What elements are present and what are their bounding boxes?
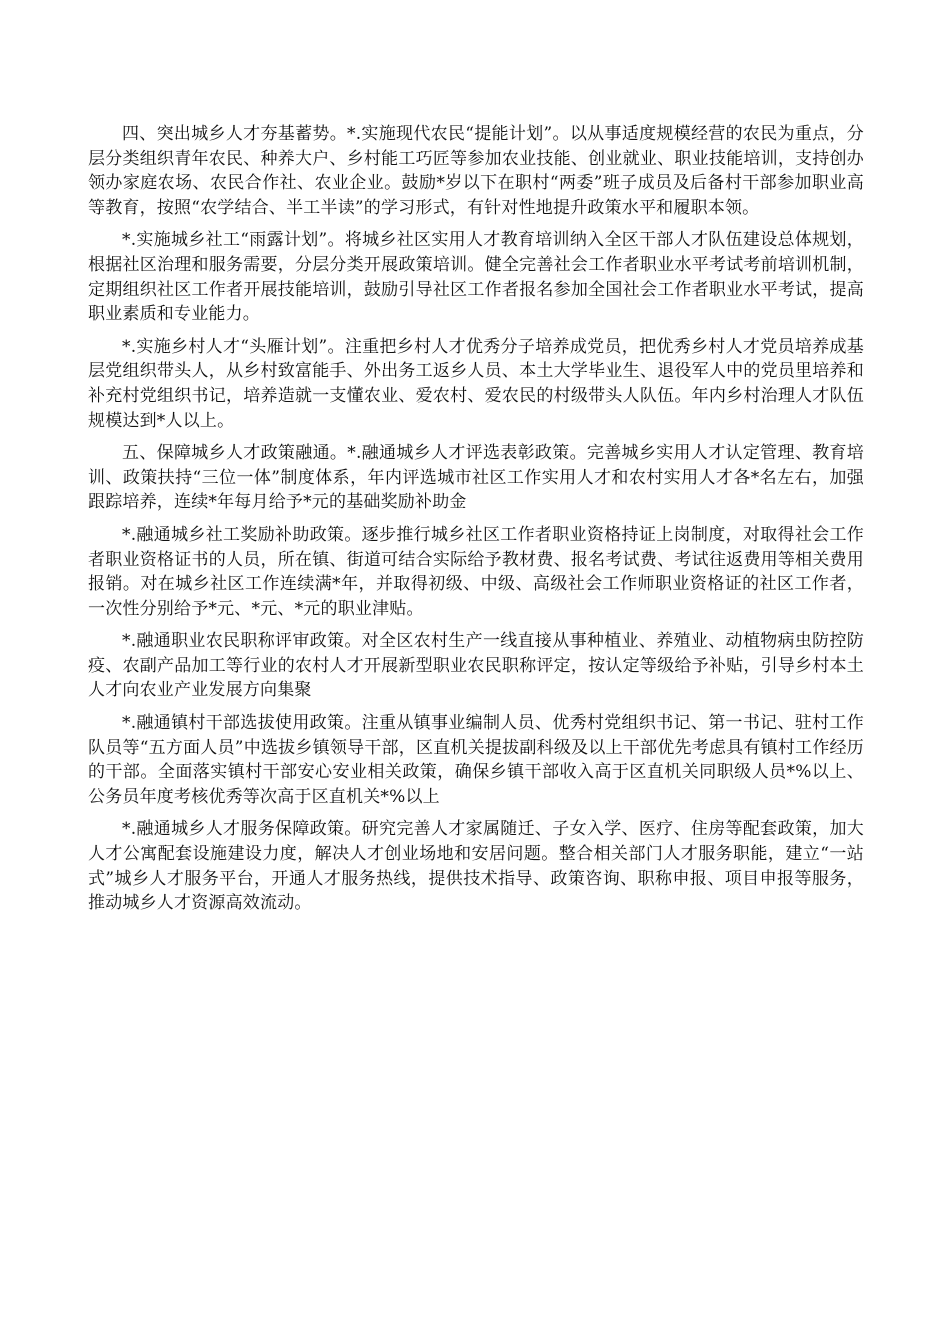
- paragraph-social-worker-subsidy: *.融通城乡社工奖励补助政策。逐步推行城乡社区工作者职业资格持证上岗制度，对取得社会工作者职业资格证书的人员，所在镇、街道可结合实际给予教材费、报名考试费、考试往返费用等相关费用报销。对在城乡社区工作连续满*年，并取得初级、中级、高级社会工作师职业资格证的社区工作者，一次性分别给予*元、*元、*元的职业津贴。: [88, 524, 864, 619]
- paragraph-farmer-title-review: *.融通职业农民职称评审政策。对全区农村生产一线直接从事种植业、养殖业、动植物病虫防控防疫、农副产品加工等行业的农村人才开展新型职业农民职称评定，按认定等级给予补贴，引导乡村本土人才向农业产业发展方向集聚: [88, 631, 864, 701]
- paragraph-policy-integration: 五、保障城乡人才政策融通。*.融通城乡人才评选表彰政策。完善城乡实用人才认定管理、教育培训、政策扶持“三位一体”制度体系，年内评选城市社区工作实用人才和农村实用人才各*名左右，加强跟踪培养，连续*年每月给予*元的基础奖励补助金: [88, 443, 864, 513]
- paragraph-social-worker-plan: *.实施城乡社工“雨露计划”。将城乡社区实用人才教育培训纳入全区干部人才队伍建设总体规划，根据社区治理和服务需要，分层分类开展政策培训。健全完善社会工作者职业水平考试考前培训机制，定期组织社区工作者开展技能培训，鼓励引导社区工作者报名参加全国社会工作者职业水平考试，提高职业素质和专业能力。: [88, 230, 864, 325]
- paragraph-cadre-selection: *.融通镇村干部选拔使用政策。注重从镇事业编制人员、优秀村党组织书记、第一书记、驻村工作队员等“五方面人员”中选拔乡镇领导干部，区直机关提拔副科级及以上干部优先考虑具有镇村工作经历的干部。全面落实镇村干部安心安业相关政策，确保乡镇干部收入高于区直机关同职级人员*%以上、公务员年度考核优秀等次高于区直机关*%以上: [88, 713, 864, 807]
- paragraph-service-guarantee: *.融通城乡人才服务保障政策。研究完善人才家属随迁、子女入学、医疗、住房等配套政策，加大人才公寓配套设施建设力度，解决人才创业场地和安居问题。整合相关部门人才服务职能，建立“一站式”城乡人才服务平台，开通人才服务热线，提供技术指导、政策咨询、职称申报、项目申报等服务，推动城乡人才资源高效流动。: [88, 819, 864, 914]
- paragraph-talent-foundation: 四、突出城乡人才夯基蓄势。*.实施现代农民“提能计划”。以从事适度规模经营的农民为重点，分层分类组织青年农民、种养大户、乡村能工巧匠等参加农业技能、创业就业、职业技能培训，支持创办领办家庭农场、农民合作社、农业企业。鼓励*岁以下在职村“两委”班子成员及后备村干部参加职业高等教育，按照“农学结合、半工半读”的学习形式，有针对性地提升政策水平和履职本领。: [88, 124, 864, 218]
- document-body: [88, 122, 864, 924]
- paragraph-rural-leader-plan: *.实施乡村人才“头雁计划”。注重把乡村人才优秀分子培养成党员，把优秀乡村人才党员培养成基层党组织带头人，从乡村致富能手、外出务工返乡人员、本土大学毕业生、退役军人中的党员里培养和补充村党组织书记，培养造就一支懂农业、爱农村、爱农民的村级带头人队伍。年内乡村治理人才队伍规模达到*人以上。: [88, 336, 864, 431]
